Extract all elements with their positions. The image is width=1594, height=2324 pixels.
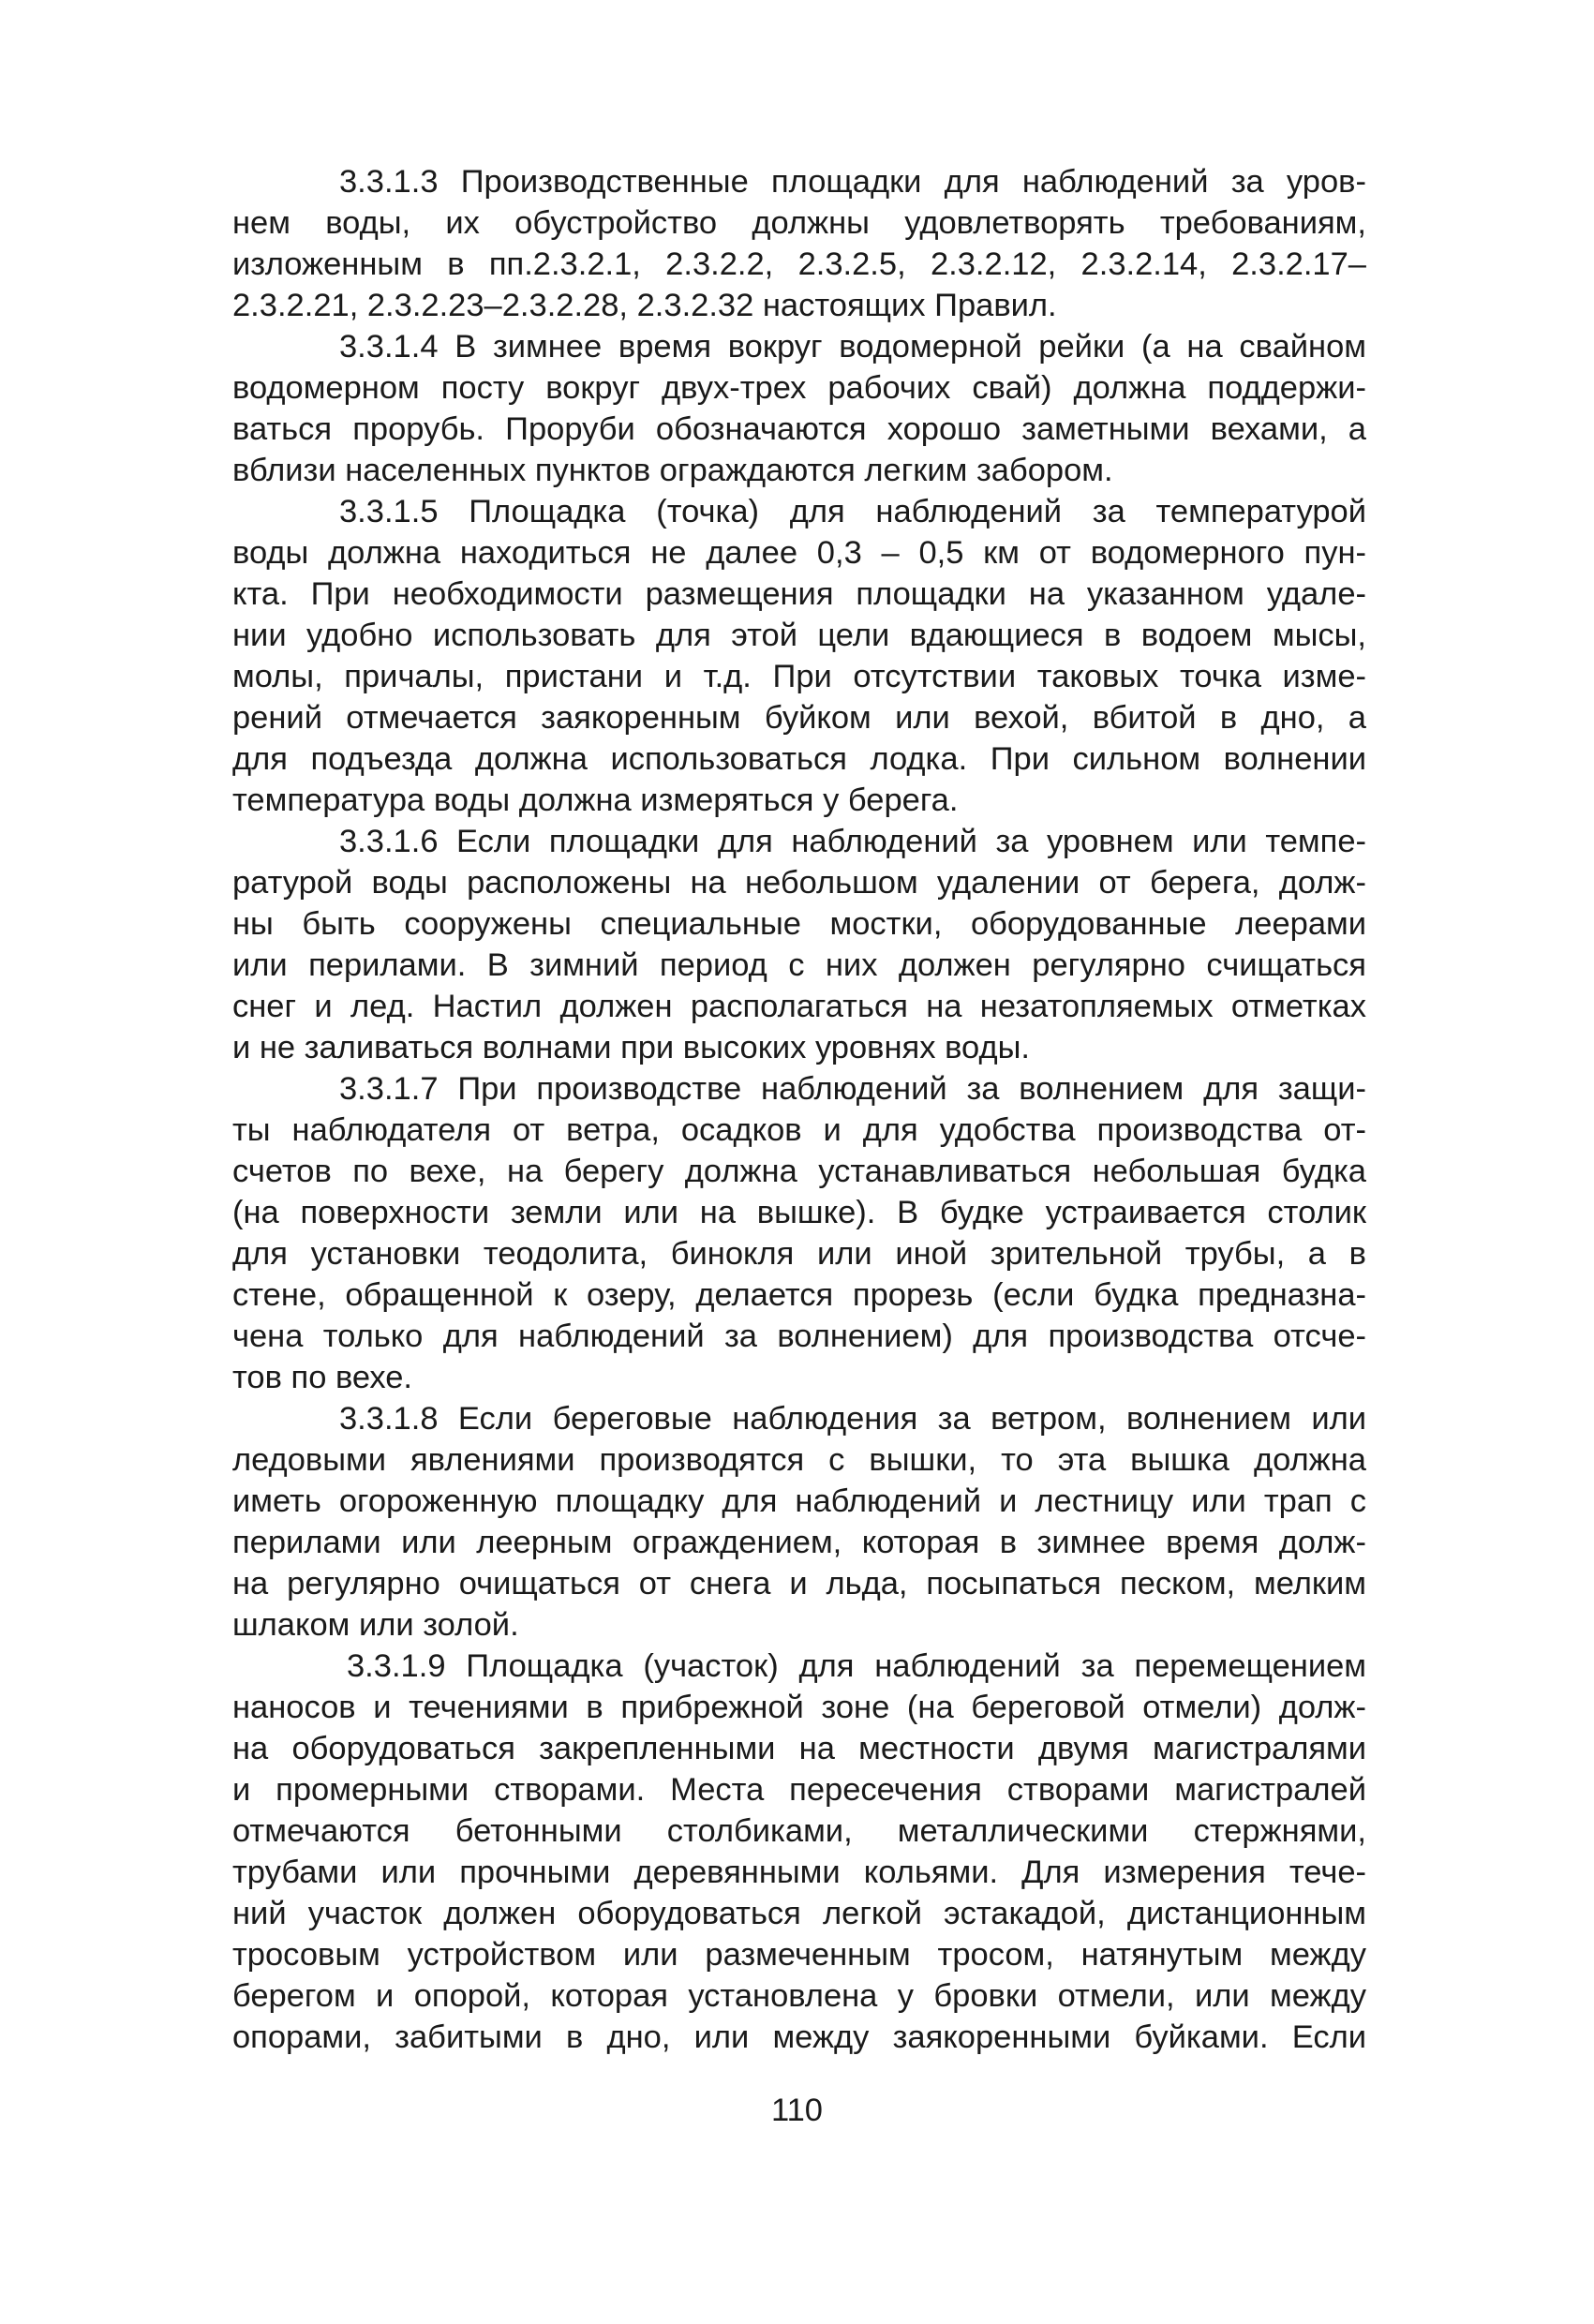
paragraph-3-3-1-4-line-3: ваться прорубь. Проруби обозначаются хорошо заметными вехами, а bbox=[232, 411, 1366, 447]
paragraph-3-3-1-6-line-4: или перилами. В зимний период с них должен регулярно счищаться bbox=[232, 947, 1366, 983]
paragraph-3-3-1-9-line-5: отмечаются бетонными столбиками, металлическими стержнями, bbox=[232, 1813, 1366, 1849]
paragraph-3-3-1-6-line-2: ратурой воды расположены на небольшом удалении от берега, долж- bbox=[232, 865, 1366, 901]
paragraph-3-3-1-5-line-2: воды должна находиться не далее 0,3 – 0,5 км от водомерного пун- bbox=[232, 535, 1366, 571]
paragraph-3-3-1-7-line-5: для установки теодолита, бинокля или иной зрительной трубы, а в bbox=[232, 1236, 1366, 1272]
paragraph-3-3-1-6-line-5: снег и лед. Настил должен располагаться на незатопляемых отметках bbox=[232, 989, 1366, 1024]
paragraph-3-3-1-9-line-10: опорами, забитыми в дно, или между заякоренными буйками. Если bbox=[232, 2019, 1366, 2055]
paragraph-3-3-1-9-line-7: ний участок должен оборудоваться легкой эстакадой, дистанционным bbox=[232, 1896, 1366, 1931]
paragraph-3-3-1-6-line-1: 3.3.1.6 Если площадки для наблюдений за уровнем или темпе- bbox=[339, 824, 1366, 859]
paragraph-3-3-1-9-line-1: 3.3.1.9 Площадка (участок) для наблюдений за перемещением bbox=[347, 1648, 1366, 1684]
paragraph-3-3-1-4-line-1: 3.3.1.4 В зимнее время вокруг водомерной рейки (а на свайном bbox=[339, 329, 1366, 365]
paragraph-3-3-1-9-line-4: и промерными створами. Места пересечения створами магистралей bbox=[232, 1772, 1366, 1808]
paragraph-3-3-1-8-line-3: иметь огороженную площадку для наблюдений и лестницу или трап с bbox=[232, 1483, 1366, 1519]
paragraph-3-3-1-9-line-6: трубами или прочными деревянными кольями. Для измерения тече- bbox=[232, 1855, 1366, 1890]
paragraph-3-3-1-3-line-1: 3.3.1.3 Производственные площадки для наблюдений за уров- bbox=[339, 164, 1366, 200]
paragraph-3-3-1-7-line-2: ты наблюдателя от ветра, осадков и для удобства производства от- bbox=[232, 1112, 1366, 1148]
paragraph-3-3-1-5-line-5: молы, причалы, пристани и т.д. При отсутствии таковых точка изме- bbox=[232, 659, 1366, 694]
paragraph-3-3-1-9-line-3: на оборудоваться закрепленными на местности двумя магистралями bbox=[232, 1731, 1366, 1766]
paragraph-3-3-1-8-line-1: 3.3.1.8 Если береговые наблюдения за ветром, волнением или bbox=[339, 1401, 1366, 1437]
paragraph-3-3-1-8-line-4: перилами или леерным ограждением, которая в зимнее время долж- bbox=[232, 1525, 1366, 1560]
paragraph-3-3-1-8-line-5: на регулярно очищаться от снега и льда, посыпаться песком, мелким bbox=[232, 1566, 1366, 1601]
paragraph-3-3-1-3-line-4: 2.3.2.21, 2.3.2.23–2.3.2.28, 2.3.2.32 настоящих Правил. bbox=[232, 288, 1057, 323]
paragraph-3-3-1-7-line-1: 3.3.1.7 При производстве наблюдений за волнением для защи- bbox=[339, 1071, 1366, 1107]
paragraph-3-3-1-5-line-4: нии удобно использовать для этой цели вдающиеся в водоем мысы, bbox=[232, 618, 1366, 653]
paragraph-3-3-1-9-line-2: наносов и течениями в прибрежной зоне (на береговой отмели) долж- bbox=[232, 1690, 1366, 1725]
paragraph-3-3-1-5-line-8: температура воды должна измеряться у берега. bbox=[232, 782, 959, 818]
paragraph-3-3-1-5-line-3: кта. При необходимости размещения площадки на указанном удале- bbox=[232, 576, 1366, 612]
paragraph-3-3-1-7-line-8: тов по вехе. bbox=[232, 1360, 412, 1395]
paragraph-3-3-1-5-line-7: для подъезда должна использоваться лодка. При сильном волнении bbox=[232, 741, 1366, 777]
paragraph-3-3-1-6-line-6: и не заливаться волнами при высоких уровнях воды. bbox=[232, 1030, 1030, 1065]
paragraph-3-3-1-9-line-8: тросовым устройством или размеченным тросом, натянутым между bbox=[232, 1937, 1366, 1973]
page-number: 110 bbox=[770, 2093, 823, 2128]
paragraph-3-3-1-7-line-6: стене, обращенной к озеру, делается прорезь (если будка предназна- bbox=[232, 1277, 1366, 1313]
paragraph-3-3-1-9-line-9: берегом и опорой, которая установлена у бровки отмели, или между bbox=[232, 1978, 1366, 2014]
paragraph-3-3-1-5-line-6: рений отмечается заякоренным буйком или вехой, вбитой в дно, а bbox=[232, 700, 1366, 736]
paragraph-3-3-1-6-line-3: ны быть сооружены специальные мостки, оборудованные леерами bbox=[232, 906, 1366, 942]
paragraph-3-3-1-8-line-6: шлаком или золой. bbox=[232, 1607, 519, 1643]
paragraph-3-3-1-4-line-2: водомерном посту вокруг двух-трех рабочих свай) должна поддержи- bbox=[232, 370, 1366, 406]
paragraph-3-3-1-3-line-2: нем воды, их обустройство должны удовлетворять требованиям, bbox=[232, 205, 1366, 241]
paragraph-3-3-1-5-line-1: 3.3.1.5 Площадка (точка) для наблюдений за температурой bbox=[339, 494, 1366, 529]
paragraph-3-3-1-8-line-2: ледовыми явлениями производятся с вышки, то эта вышка должна bbox=[232, 1442, 1366, 1478]
paragraph-3-3-1-4-line-4: вблизи населенных пунктов ограждаются легким забором. bbox=[232, 453, 1113, 488]
paragraph-3-3-1-3-line-3: изложенным в пп.2.3.2.1, 2.3.2.2, 2.3.2.5, 2.3.2.12, 2.3.2.14, 2.3.2.17– bbox=[232, 246, 1366, 282]
paragraph-3-3-1-7-line-7: чена только для наблюдений за волнением) для производства отсче- bbox=[232, 1318, 1366, 1354]
paragraph-3-3-1-7-line-4: (на поверхности земли или на вышке). В будке устраивается столик bbox=[232, 1195, 1366, 1230]
paragraph-3-3-1-7-line-3: счетов по вехе, на берегу должна устанавливаться небольшая будка bbox=[232, 1154, 1366, 1189]
